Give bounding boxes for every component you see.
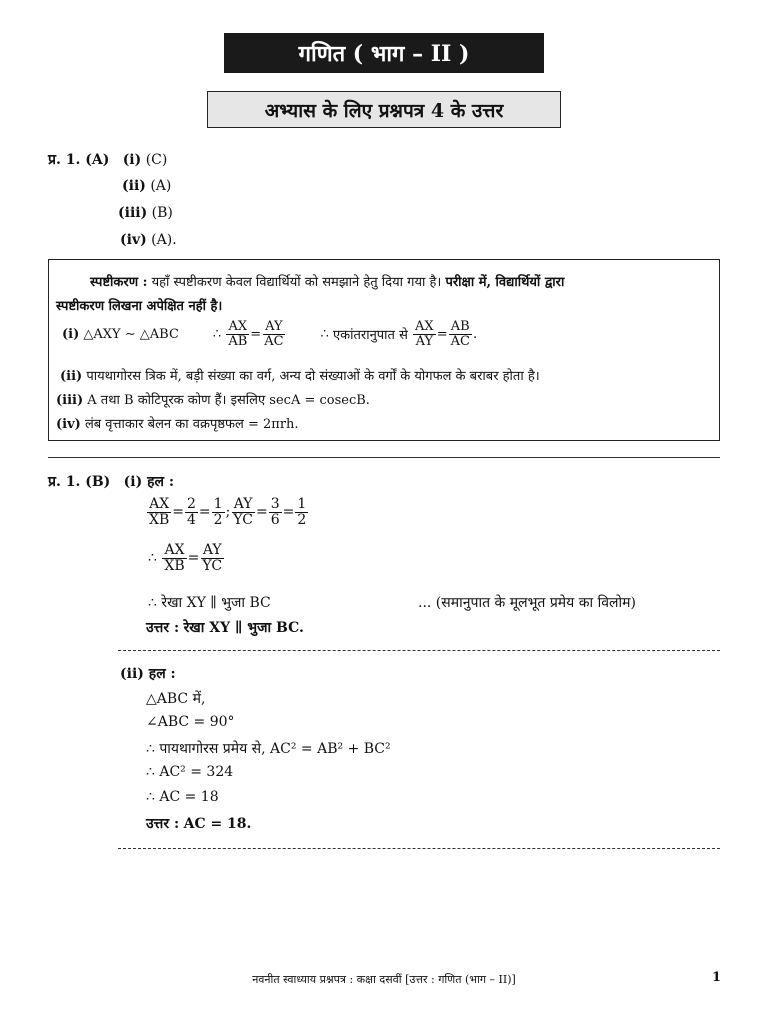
den-ac: AC [264, 333, 284, 349]
therefore-symbol-2: ∴ [320, 326, 329, 342]
num-2: 2 [187, 496, 196, 512]
explanation-ii-text: पायथागोरस त्रिक में, बड़ी संख्या का वर्ग, अन्य दो संख्याओं के वर्गों के योगफल के बराबर होता है। [86, 369, 540, 384]
den-ab: AB [228, 333, 248, 349]
q1a-ans4-num: (iv) [120, 232, 147, 248]
explanation-ii-num: (ii) [60, 369, 83, 384]
num-3: 3 [270, 496, 280, 512]
q1a-ans1-val: (C) [145, 152, 168, 168]
den-ay: AY [415, 333, 434, 349]
q1a-ans4 [120, 232, 177, 248]
q1b-i-answer [146, 618, 304, 637]
num-ax: AX [228, 319, 248, 334]
num-1-b: 1 [297, 496, 307, 512]
den-2: 2 [213, 511, 223, 528]
explanation-iii-num: (iii) [56, 393, 84, 408]
den-ac-2: AC [450, 333, 470, 349]
num-ay: AY [265, 319, 283, 334]
q1b-ii-line2: ∠ABC = 90° [146, 714, 235, 730]
answer-text-2: AC = 18. [183, 816, 252, 832]
equal-ratio-line: ∴ $\frac{AX}{XB}$ = $\frac{AY}{YC}$ [148, 542, 223, 574]
explanation-iii-text: A तथा B कोटिपूरक कोण हैं। इसलिए secA = cosecB. [87, 393, 370, 408]
explanation-iv-num: (iv) [56, 417, 81, 432]
num-ay-3: AY [202, 542, 222, 558]
q1b-ii-label-text: (ii) हल : [120, 666, 176, 682]
q1a-ans3-num: (iii) [118, 205, 148, 221]
section-divider [48, 457, 720, 458]
explanation-bold: परीक्षा में, विद्यार्थियों द्वारा [445, 275, 565, 290]
explanation-bold2: स्पष्टीकरण लिखना अपेक्षित नहीं है। [56, 299, 223, 314]
therefore-symbol-3: ∴ [148, 550, 157, 567]
q1b-label: प्र. 1. (B) [48, 474, 111, 490]
answer-text: रेखा XY ∥ भुजा BC. [183, 620, 304, 636]
num-ax-4: AX [164, 542, 185, 558]
num-ax-3: AX [149, 496, 170, 512]
explanation-i-num: (i) [62, 326, 80, 342]
explanation-iv [56, 414, 299, 432]
explanation-i: (i) △AXY ∼ △ABC ∴ $\frac{AX}{AB}$ = $\frac{AY}{AC}$ ∴ एकांतरानुपात से $\frac{AX}{AY}$ = $\frac{AB}{AC}$ . [62, 319, 478, 349]
dashed-divider-1 [118, 650, 720, 651]
explanation-line1 [90, 272, 564, 290]
q1a-ans4-val: (A). [151, 232, 177, 248]
den-xb-2: XB [164, 557, 185, 574]
q1a-label: प्र. 1. (A) [48, 152, 110, 168]
fraction-1-2-b [295, 497, 308, 527]
dashed-divider-2 [118, 848, 720, 849]
q1a-ans1-num: (i) [122, 152, 142, 168]
q1a-ans2-num: (ii) [122, 178, 146, 194]
fraction-ax-ab [226, 320, 249, 348]
num-1: 1 [213, 496, 223, 512]
q1b-ii-answer [146, 814, 251, 833]
similarity-statement: △AXY ∼ △ABC [83, 326, 179, 342]
fraction-ax-xb-2 [162, 543, 186, 573]
explanation-iv-text: लंब वृत्ताकार बेलन का वक्रपृष्ठफल = 2πrh. [84, 417, 299, 432]
alternando-text: एकांतरानुपात से [332, 328, 408, 344]
q1b-i-label: (i) हल : [123, 474, 175, 490]
num-ay-2: AY [233, 496, 253, 512]
den-4: 4 [187, 511, 196, 528]
den-xb: XB [149, 511, 170, 528]
fraction-ay-ac [262, 320, 285, 348]
fraction-ax-xb [147, 497, 171, 527]
fraction-1-2 [212, 497, 225, 527]
answer-label-2: उत्तर : [146, 816, 180, 832]
answer-label: उत्तर : [146, 620, 180, 636]
page-footer: नवनीत स्वाध्याय प्रश्नपत्र : कक्षा दसवीं [उत्तर : गणित (भाग – II)] [252, 973, 516, 986]
den-yc-2: YC [202, 557, 223, 574]
explanation-text: यहाँ स्पष्टीकरण केवल विद्यार्थियों को समझाने हेतु दिया गया है। [151, 275, 442, 290]
fraction-ay-yc [231, 497, 255, 527]
q1b-ii-line1: △ABC में, [146, 691, 206, 707]
conclusion-reason: ... (समानुपात के मूलभूत प्रमेय का विलोम) [418, 595, 636, 611]
explanation-heading: स्पष्टीकरण : [90, 275, 148, 290]
explanation-iii [56, 390, 370, 408]
fraction-ay-yc-2 [200, 543, 224, 573]
q1b-ii-line3: ∴ पायथागोरस प्रमेय से, AC² = AB² + BC² [146, 741, 391, 757]
therefore-symbol: ∴ [212, 326, 222, 342]
fraction-ax-ay [413, 320, 436, 348]
q1b-ii-line4: ∴ AC² = 324 [146, 764, 234, 780]
q1b-ii-line5: ∴ AC = 18 [146, 789, 219, 805]
den-6: 6 [270, 511, 280, 528]
q1a-ans3 [118, 205, 173, 221]
q1b-heading [48, 472, 174, 491]
explanation-ii [60, 366, 540, 384]
page-number: 1 [712, 970, 722, 985]
fraction-ab-ac [449, 320, 472, 348]
q1a-block [48, 150, 167, 169]
ratio-line: $\frac{AX}{XB}$ = $\frac{2}{4}$ = $\frac{1}{2}$ ; $\frac{AY}{YC}$ = $\frac{3}{6}$ = $\frac{1}{2}$ [149, 496, 307, 528]
num-ax-2: AX [415, 319, 434, 334]
fraction-2-4 [185, 497, 198, 527]
den-2-b: 2 [297, 511, 307, 528]
conclusion-line: ∴ रेखा XY ∥ भुजा BC [148, 595, 271, 611]
den-yc: YC [233, 511, 254, 528]
page-title: गणित ( भाग – II ) [224, 33, 544, 73]
q1a-ans2-val: (A) [150, 178, 172, 194]
explanation-line2 [56, 296, 222, 314]
page-subtitle: अभ्यास के लिए प्रश्नपत्र 4 के उत्तर [207, 91, 561, 128]
num-ab: AB [450, 319, 470, 334]
q1a-ans2 [122, 178, 171, 194]
q1b-ii-label [120, 664, 176, 683]
fraction-3-6 [269, 497, 282, 527]
q1a-ans3-val: (B) [151, 205, 173, 221]
